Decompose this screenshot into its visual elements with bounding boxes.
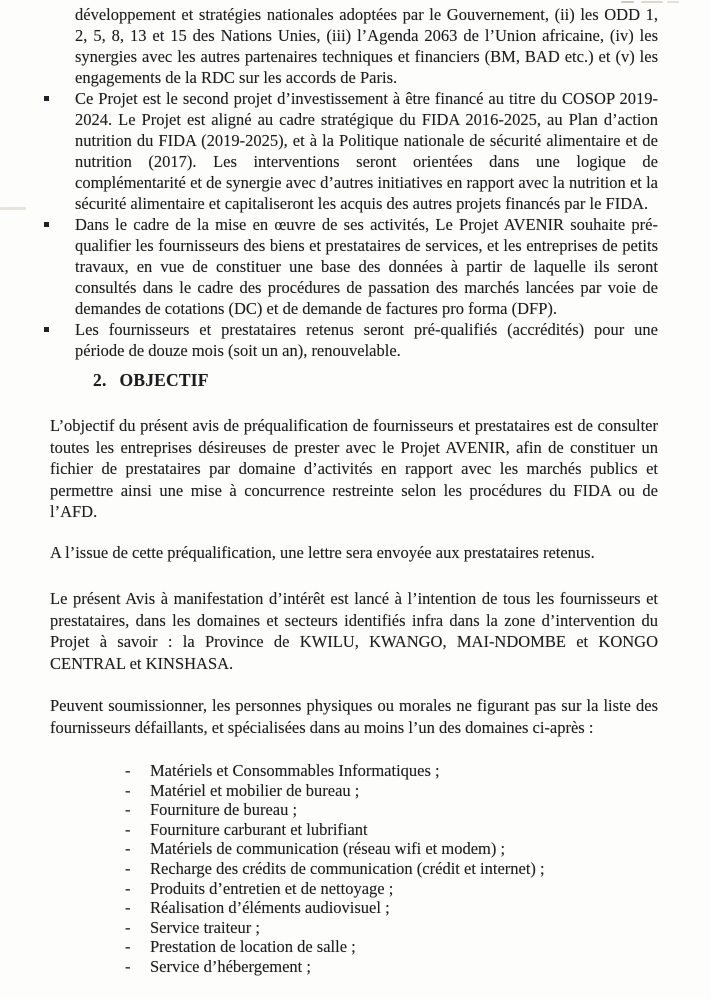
dash-bullet-icon: - (125, 780, 131, 800)
list-item (125, 761, 658, 781)
section-title: OBJECTIF (119, 370, 209, 390)
list-item-text: Matériel et mobilier de bureau ; (150, 780, 360, 800)
square-bullet-icon (44, 96, 49, 101)
list-item-text: Matériels et Consommables Informatiques ; (150, 761, 440, 780)
dash-bullet-icon: - (125, 761, 131, 780)
list-item-text: Produits d’entretien et de nettoyage ; (150, 878, 394, 898)
list-item (125, 859, 658, 879)
list-item-text: Fourniture carburant et lubrifiant (150, 819, 368, 839)
dash-bullet-icon: - (125, 898, 131, 918)
bullet-item-text: Les fournisseurs et prestataires retenus seront pré-qualifiés (accrédités) pour une période de douze mois (soit un an), renouvelable. (75, 320, 658, 360)
list-item (125, 781, 658, 801)
dash-bullet-icon: - (125, 878, 131, 898)
paragraph-objective: L’objectif du présent avis de préqualification de fournisseurs et prestataires est de consulter toutes les entreprises désireuses de prester avec le Projet AVENIR, afin de constituer un fichier de prestataires par domaine d’activités en rapport avec les marchés publics et permettre ainsi une mise à concurrence restreinte selon les procédures du FIDA ou de l’AFD. (50, 416, 658, 521)
scan-artifact (641, 1, 663, 3)
list-item (125, 918, 658, 938)
list-item-text: Prestation de location de salle ; (150, 937, 356, 957)
list-item-text: Service traiteur ; (150, 917, 260, 937)
list-item-text: Recharge des crédits de communication (crédit et internet) ; (150, 858, 545, 878)
list-item (125, 820, 658, 840)
square-bullet-icon (44, 222, 49, 227)
dash-bullet-icon: - (125, 839, 131, 859)
dash-bullet-icon: - (125, 917, 131, 937)
list-item-text: Service d’hébergement ; (150, 956, 311, 976)
bullet-item-continuation (75, 4, 658, 88)
section-number: 2. (93, 370, 107, 390)
list-item-text: Matériels de communication (réseau wifi et modem) ; (150, 839, 506, 859)
square-bullet-icon (44, 327, 49, 332)
scan-artifact (667, 1, 679, 3)
scan-artifact (0, 207, 26, 210)
list-item (125, 898, 658, 918)
scan-artifact (621, 1, 634, 3)
list-item (125, 839, 658, 859)
dash-bullet-icon: - (125, 956, 131, 976)
section-heading (93, 369, 658, 391)
bullet-item (75, 214, 658, 319)
dash-bullet-icon: - (125, 819, 131, 839)
bullet-list (75, 4, 658, 361)
bullet-item-text: développement et stratégies nationales adoptées par le Gouvernement, (ii) les ODD 1, 2, 5, 8, 13 et 15 des Nations Unies, (iii) l’Agenda 2063 de l’Union africaine, (iv) les synergies avec les autres partenaires techniques et financiers (BM, BAD etc.) et (v) les engagements de la RDC sur les accords de Paris. (75, 5, 658, 87)
list-item (125, 800, 658, 820)
list-item (125, 957, 658, 977)
bullet-item (75, 319, 658, 361)
paragraph-letter-notice: A l’issue de cette préqualification, une lettre sera envoyée aux prestataires retenus. (50, 542, 595, 562)
domain-list (125, 761, 658, 977)
dash-bullet-icon: - (125, 937, 131, 957)
bullet-item-text: Dans le cadre de la mise en œuvre de ses activités, Le Projet AVENIR souhaite pré-qualifier les fournisseurs des biens et prestataires de services, et les entreprises de petits travaux, en vue de constituer une base des données à partir de laquelle ils seront consultés dans le cadre des procédures de passation des marchés lancées par voie de demandes de cotations (DC) et de demande de factures pro forma (DFP). (75, 215, 658, 318)
list-item (125, 879, 658, 899)
page-content (50, 4, 658, 977)
bullet-item-text: Ce Projet est le second projet d’investissement à être financé au titre du COSOP 2019-2024. Le Projet est aligné au cadre stratégique du FIDA 2016-2025, au Plan d’action nutrition du FIDA (2019-2025), et à la Politique nationale de sécurité alimentaire et de nutrition (2017). Les interventions seront orientées dans une logique de complémentarité et de synergie avec d’autres initiatives en rapport avec la nutrition et la sécurité alimentaire et capitaliseront les acquis des autres projets financés par le FIDA. (75, 89, 658, 213)
paragraph-eligibility: Peuvent soumissionner, les personnes physiques ou morales ne figurant pas sur la liste des fournisseurs défaillants, et spécialisées dans au moins l’un des domaines ci-après : (50, 696, 658, 737)
list-item-text: Fourniture de bureau ; (150, 800, 298, 820)
paragraph-intervention-zone: Le présent Avis à manifestation d’intérêt est lancé à l’intention de tous les fournisseurs et prestataires, dans les domaines et secteurs identifiés infra dans la zone d’intervention du Projet à savoir : la Province de KWILU, KWANGO, MAI-NDOMBE et KONGO CENTRAL et KINSHASA. (50, 589, 658, 673)
dash-bullet-icon: - (125, 858, 131, 878)
list-item (125, 937, 658, 957)
dash-bullet-icon: - (125, 800, 131, 820)
bullet-item (75, 88, 658, 214)
list-item-text: Réalisation d’éléments audiovisuel ; (150, 898, 390, 918)
